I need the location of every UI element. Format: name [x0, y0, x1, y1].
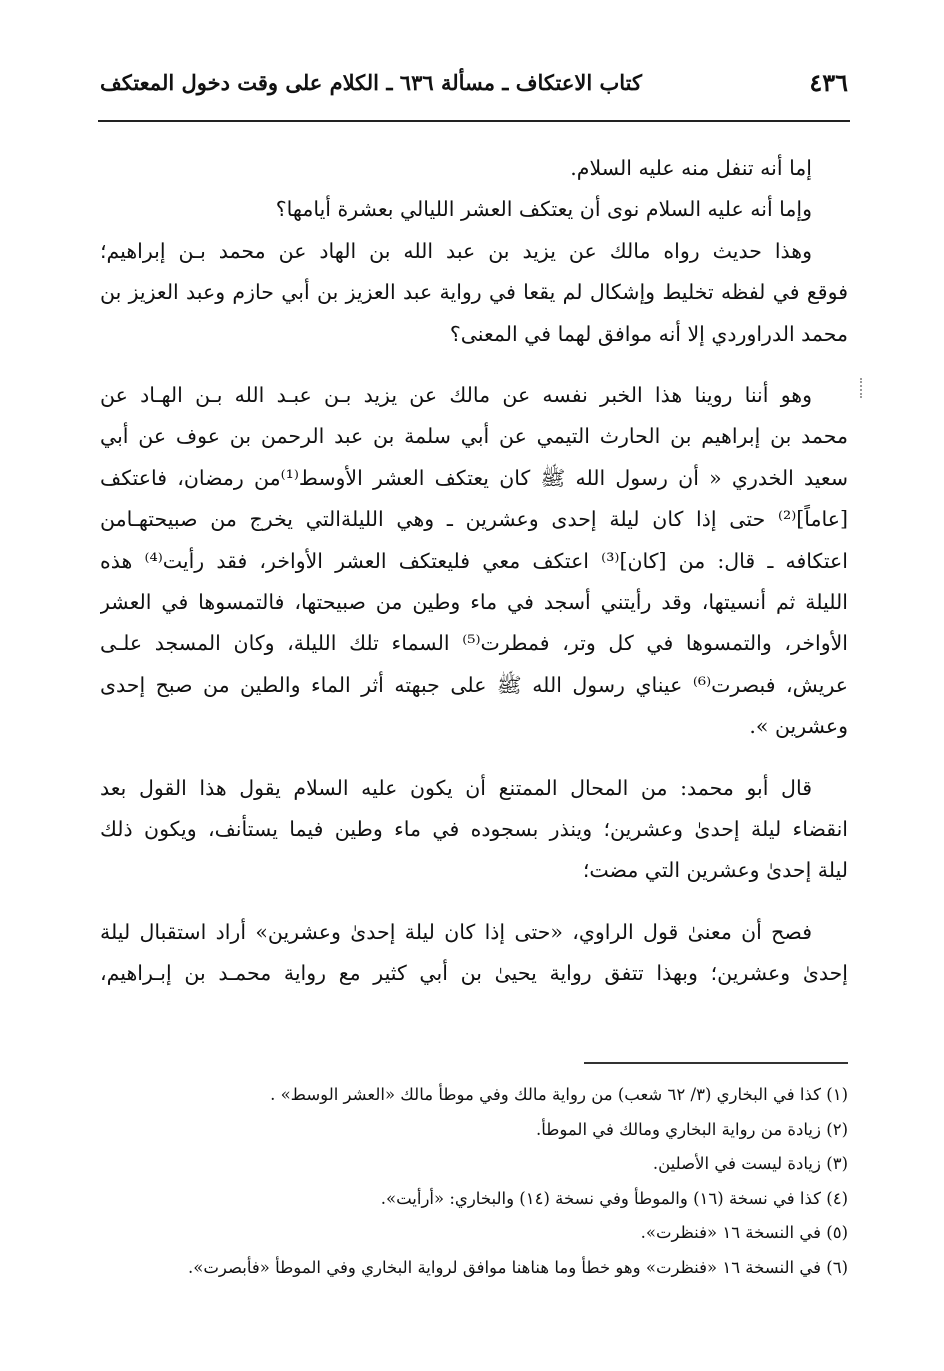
main-text [100, 148, 848, 995]
footnote: (٦) في النسخة ١٦ «فنظرت» وهو خطأ وما هناهنا موافق لرواية البخاري وفي الموطأ «فأبصرت». [188, 1257, 848, 1277]
text-line: وعشرين ». [749, 714, 848, 739]
text-line: إحدىٰ وعشرين؛ وبهذا تتفق رواية يحيىٰ بن أبي كثير مع رواية محمـد بن إبـراهيم، [100, 961, 848, 986]
text-line: محمد بن إبراهيم بن الحارث التيمي عن أبي سلمة بن عبد الرحمن بن عوف عن أبي [100, 424, 848, 449]
footnote: (١) كذا في البخاري (٣/ ٦٢ شعب) من رواية مالك وفي موطأ مالك «العشر الوسط» . [270, 1085, 848, 1104]
text-line: الليلة ثم أنسيتها، وقد رأيتني أسجد في ماء وطين من صبيحتها، فالتمسوها في العشر [100, 589, 848, 614]
footnote-separator [584, 1062, 848, 1064]
text-line: الأواخر، والتمسوها في كل وتر، فمطرت⁽⁵⁾ السماء تلك الليلة، وكان المسجد علـى [100, 631, 848, 656]
footnote: (٥) في النسخة ١٦ «فنظرت». [640, 1223, 848, 1243]
page-header [100, 64, 848, 108]
text-line: وإما أنه عليه السلام نوى أن يعتكف العشر الليالي بعشرة أيامها؟ [275, 197, 812, 222]
text-line: إما أنه تنفل منه عليه السلام. [570, 156, 812, 180]
text-line: انقضاء ليلة إحدىٰ وعشرين؛ وينذر بسجوده في ماء وطين فيما يستأنف، ويكون ذلك [100, 816, 848, 841]
text-line: قال أبو محمد: من المحال الممتنع أن يكون عليه السلام يقول هذا القول بعد [100, 775, 812, 800]
text-line: وهذا حديث رواه مالك عن يزيد بن عبد الله بن الهاد عن محمد بـن إبراهيم؛ [100, 238, 812, 263]
margin-mark [860, 378, 866, 398]
header-rule [98, 120, 850, 122]
text-line: محمد الدراوردي إلا أنه موافق لهما في المعنى؟ [449, 321, 848, 346]
footnotes [100, 1078, 848, 1286]
text-line: وهو أننا روينا هذا الخبر نفسه عن مالك عن يزيد بـن عبـد الله بـن الهـاد عن [100, 383, 812, 407]
text-line: فصح أن معنىٰ قول الراوي، «حتى إذا كان ليلة إحدىٰ وعشرين» أراد استقبال ليلة [100, 919, 812, 944]
text-line: عريش، فبصرت⁽⁶⁾ عيناي رسول الله ﷺ على جبهته أثر الماء والطين من صبح إحدى [100, 672, 848, 697]
page-number: ٤٣٦ [809, 68, 848, 97]
text-line: سعيد الخدري « أن رسول الله ﷺ كان يعتكف العشر الأوسط⁽¹⁾من رمضان، فاعتكف [100, 465, 848, 490]
footnote: (٣) زيادة ليست في الأصلين. [652, 1154, 848, 1174]
footnote: (٢) زيادة من رواية البخاري ومالك في الموطأ. [535, 1119, 848, 1139]
footnote: (٤) كذا في نسخة (١٦) والموطأ وفي نسخة (١٤) والبخاري: «أرأيت». [380, 1188, 848, 1208]
running-title: كتاب الاعتكاف ـ مسألة ٦٣٦ ـ الكلام على وقت دخول المعتكف [100, 70, 643, 95]
text-line: اعتكافه ـ قال: من [كان]⁽³⁾ اعتكف معي فليعتكف العشر الأواخر، فقد رأيت⁽⁴⁾ هذه [100, 548, 848, 573]
text-line: فوقع في لفظه تخليط وإشكال لم يقعا في رواية عبد العزيز بن أبي حازم وعبد العزيز بن [100, 280, 848, 305]
text-line: [عاماً]⁽²⁾ حتى إذا كان ليلة إحدى وعشرين ـ وهي الليلةالتي يخرج من صبيحتهـامن [100, 507, 848, 532]
text-line: ليلة إحدىٰ وعشرين التي مضت؛ [582, 858, 848, 883]
